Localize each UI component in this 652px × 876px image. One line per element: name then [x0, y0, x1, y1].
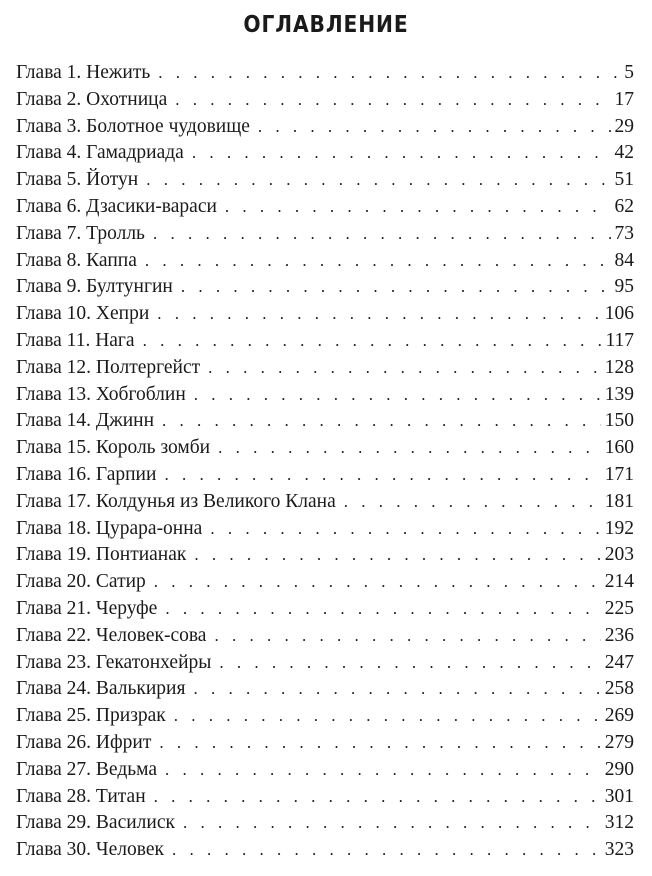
dot-leader	[174, 703, 601, 730]
toc-entry-page-number: 225	[604, 597, 634, 619]
dot-leader	[165, 596, 600, 623]
toc-entry-label: Глава 20. Сатир	[16, 571, 146, 593]
toc-entry	[16, 730, 634, 757]
toc-entry-page-number: 258	[604, 678, 634, 700]
dot-leader	[225, 194, 611, 221]
toc-entry	[16, 837, 634, 864]
toc-entry-page-number: 323	[604, 839, 634, 861]
toc-entry-label: Глава 30. Человек	[16, 839, 164, 861]
toc-entry	[16, 542, 634, 569]
toc-entry-page-number: 5	[624, 62, 634, 83]
dot-leader	[194, 542, 600, 569]
toc-entry-page-number: 128	[604, 356, 634, 378]
toc-entry-label: Глава 16. Гарпии	[16, 463, 157, 485]
toc-entry-page-number: 150	[604, 410, 634, 432]
dot-leader	[143, 328, 602, 355]
toc-entry-label: Глава 4. Гамадриада	[16, 142, 184, 164]
dot-leader	[172, 837, 601, 864]
dot-leader	[192, 140, 611, 167]
toc-entry	[16, 569, 634, 596]
toc-entry-page-number: 247	[604, 651, 634, 673]
toc-entry	[16, 435, 634, 462]
toc-entry-label: Глава 28. Титан	[16, 785, 146, 807]
toc-entry-page-number: 290	[604, 758, 634, 780]
dot-leader	[258, 114, 611, 141]
toc-entry-label: Глава 25. Призрак	[16, 705, 166, 727]
toc-entry	[16, 274, 634, 301]
toc-entry-page-number: 51	[614, 169, 634, 191]
toc-entry-page-number: 236	[604, 624, 634, 646]
toc-entry-label: Глава 19. Понтианак	[16, 544, 187, 566]
dot-leader	[157, 301, 600, 328]
toc-entry	[16, 114, 634, 141]
toc-entry-page-number: 192	[604, 517, 634, 539]
toc-entry-label: Глава 6. Дзасики-вараси	[16, 195, 217, 217]
dot-leader	[153, 221, 611, 248]
toc-entry-page-number: 73	[614, 222, 634, 244]
toc-entry-page-number: 301	[604, 785, 634, 807]
toc-entry-label: Глава 14. Джинн	[16, 410, 155, 432]
toc-entry-label: Глава 15. Король зомби	[16, 437, 211, 459]
toc-entry	[16, 194, 634, 221]
toc-entry-label: Глава 9. Бултунгин	[16, 276, 173, 298]
dot-leader	[208, 355, 601, 382]
toc-entry-label: Глава 1. Нежить	[16, 62, 151, 83]
toc-entry	[16, 784, 634, 811]
toc-entry-page-number: 160	[604, 437, 634, 459]
dot-leader	[159, 730, 600, 757]
toc-entry-page-number: 117	[605, 329, 634, 351]
toc-entry-page-number: 29	[614, 115, 634, 137]
toc-entry	[16, 489, 634, 516]
toc-entry-label: Глава 24. Валькирия	[16, 678, 186, 700]
toc-entry-label: Глава 10. Хепри	[16, 303, 150, 325]
toc-entry-label: Глава 12. Полтергейст	[16, 356, 201, 378]
toc-entry	[16, 140, 634, 167]
toc-entry-page-number: 203	[604, 544, 634, 566]
toc-entry-page-number: 171	[604, 463, 634, 485]
dot-leader	[175, 87, 610, 114]
toc-entry-label: Глава 2. Охотница	[16, 88, 168, 110]
dot-leader	[218, 435, 601, 462]
toc-entry-page-number: 139	[604, 383, 634, 405]
toc-entry-label: Глава 18. Цурара-онна	[16, 517, 203, 539]
toc-entry	[16, 650, 634, 677]
dot-leader	[146, 167, 610, 194]
toc-entry-page-number: 214	[604, 571, 634, 593]
dot-leader	[181, 274, 611, 301]
toc-entry-page-number: 312	[604, 812, 634, 834]
toc-entry	[16, 676, 634, 703]
toc-entry-page-number: 181	[604, 490, 634, 512]
toc-entry	[16, 703, 634, 730]
toc-entry-label: Глава 3. Болотное чудовище	[16, 115, 250, 137]
toc-entry-label: Глава 13. Хобгоблин	[16, 383, 186, 405]
toc-entry-page-number: 62	[614, 195, 634, 217]
toc-entry	[16, 462, 634, 489]
toc-entry	[16, 757, 634, 784]
toc-entry-label: Глава 23. Гекатонхейры	[16, 651, 212, 673]
toc-entry	[16, 301, 634, 328]
dot-leader	[194, 382, 601, 409]
toc-entry	[16, 355, 634, 382]
dot-leader	[210, 516, 600, 543]
dot-leader	[164, 462, 600, 489]
toc-entry	[16, 221, 634, 248]
dot-leader	[158, 60, 620, 87]
dot-leader	[193, 676, 600, 703]
toc-entry	[16, 408, 634, 435]
dot-leader	[183, 810, 601, 837]
toc-entry-label: Глава 27. Ведьма	[16, 758, 158, 780]
toc-entry	[16, 516, 634, 543]
dot-leader	[165, 757, 601, 784]
toc-entry-page-number: 279	[604, 731, 634, 753]
toc-entry	[16, 810, 634, 837]
toc-entry	[16, 623, 634, 650]
toc-entry-label: Глава 22. Человек-сова	[16, 624, 207, 646]
toc-list	[16, 60, 634, 864]
page-title: ОГЛАВЛЕНИЕ	[243, 12, 409, 38]
dot-leader	[344, 489, 601, 516]
toc-entry-page-number: 269	[604, 705, 634, 727]
toc-entry-label: Глава 26. Ифрит	[16, 731, 152, 753]
toc-entry-label: Глава 29. Василиск	[16, 812, 175, 834]
toc-entry-label: Глава 17. Колдунья из Великого Клана	[16, 490, 336, 512]
dot-leader	[219, 650, 600, 677]
toc-entry-label: Глава 5. Йотун	[16, 169, 139, 191]
toc-entry-label: Глава 7. Тролль	[16, 222, 145, 244]
toc-entry	[16, 382, 634, 409]
toc-entry-page-number: 42	[614, 142, 634, 164]
toc-entry	[16, 248, 634, 275]
toc-entry-label: Глава 21. Черуфе	[16, 597, 158, 619]
toc-entry-page-number: 84	[614, 249, 634, 271]
toc-entry	[16, 167, 634, 194]
dot-leader	[154, 569, 601, 596]
dot-leader	[162, 408, 601, 435]
toc-entry-page-number: 106	[604, 303, 634, 325]
toc-entry	[16, 328, 634, 355]
toc-entry	[16, 87, 634, 114]
toc-entry-page-number: 17	[614, 88, 634, 110]
dot-leader	[214, 623, 600, 650]
dot-leader	[145, 248, 611, 275]
toc-entry-page-number: 95	[614, 276, 634, 298]
toc-entry	[16, 596, 634, 623]
dot-leader	[154, 784, 601, 811]
toc-entry	[16, 60, 634, 87]
toc-entry-label: Глава 8. Каппа	[16, 249, 137, 271]
toc-entry-label: Глава 11. Нага	[16, 329, 135, 351]
